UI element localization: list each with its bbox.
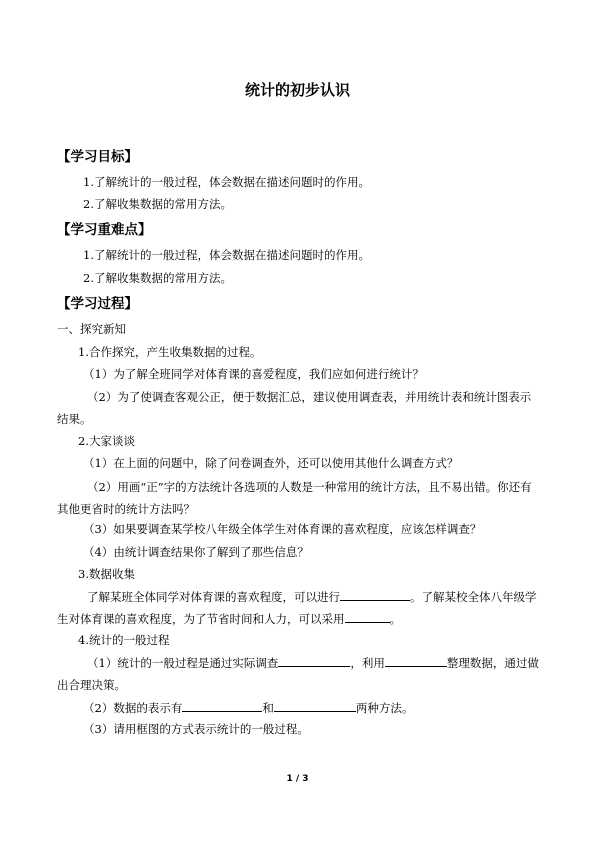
step4-q2 (83, 699, 413, 715)
goal-item-1: 1.了解统计的一般过程，体会数据在描述问题时的作用。 (83, 175, 370, 189)
answer-blank[interactable] (340, 588, 410, 601)
key-point-item-1: 1.了解统计的一般过程，体会数据在描述问题时的作用。 (83, 248, 370, 262)
step1-title: 1.合作探究，产生收集数据的过程。 (78, 345, 262, 359)
step3-paragraph (57, 586, 541, 630)
answer-blank[interactable] (278, 654, 350, 667)
answer-blank[interactable] (345, 610, 390, 623)
step2-q2: （2）用画“正”字的方法统计各选项的人数是一种常用的统计方法，且不易出错。你还有其他更省时的统计方法吗？ (57, 480, 532, 516)
page-number: 1 / 3 (286, 774, 309, 784)
step2-title: 2.大家谈谈 (78, 434, 135, 448)
step3-text-c: 。 (389, 612, 401, 626)
step2-q3: （3）如果要调查某学校八年级全体学生对体育课的喜欢程度，应该怎样调查？ (83, 522, 482, 536)
key-point-item-2: 2.了解收集数据的常用方法。 (83, 271, 232, 285)
page-title: 统计的初步认识 (244, 81, 350, 99)
step4-q2-text-b: 和 (262, 701, 274, 715)
step1-q2: （2）为了使调查客观公正，便于数据汇总，建议使用调查表，并用统计表和统计图表示结果。 (57, 390, 532, 426)
heading-key-points: 【学习重难点】 (57, 222, 152, 238)
answer-blank[interactable] (182, 699, 262, 712)
answer-blank[interactable] (274, 699, 356, 712)
step3-text-a: 了解某班全体同学对体育课的喜欢程度，可以进行 (87, 590, 340, 604)
step4-q1-text-b: ，利用 (350, 656, 385, 670)
step4-title: 4.统计的一般过程 (78, 633, 170, 647)
answer-blank[interactable] (385, 654, 447, 667)
heading-goals: 【学习目标】 (57, 149, 138, 165)
goal-item-2: 2.了解收集数据的常用方法。 (83, 197, 232, 211)
step4-q2-text-a: （2）数据的表示有 (83, 701, 183, 715)
step1-q1: （1）为了解全班同学对体育课的喜爱程度，我们应如何进行统计？ (83, 367, 424, 381)
step2-q1: （1）在上面的问题中，除了问卷调查外，还可以使用其他什么调查方式？ (83, 456, 459, 470)
heading-process: 【学习过程】 (57, 296, 138, 312)
step4-q1-text-a: （1）统计的一般过程是通过实际调查 (87, 656, 279, 670)
step4-q1 (57, 652, 541, 696)
step3-title: 3.数据收集 (78, 567, 135, 581)
step4-q3: （3）请用框图的方式表示统计的一般过程。 (83, 722, 309, 736)
part-title: 一、探究新知 (57, 322, 126, 336)
step3-text-b: 。了解某校全体八年级学生对体育课的喜欢程度，为了节省时间和人力，可以采用 (57, 590, 537, 626)
step2-q4: （4）由统计调查结果你了解到了那些信息？ (83, 545, 309, 559)
step4-q1-text-c: 整理数据，通过做出合理决策。 (57, 656, 539, 692)
step4-q2-text-c: 两种方法。 (355, 701, 414, 715)
